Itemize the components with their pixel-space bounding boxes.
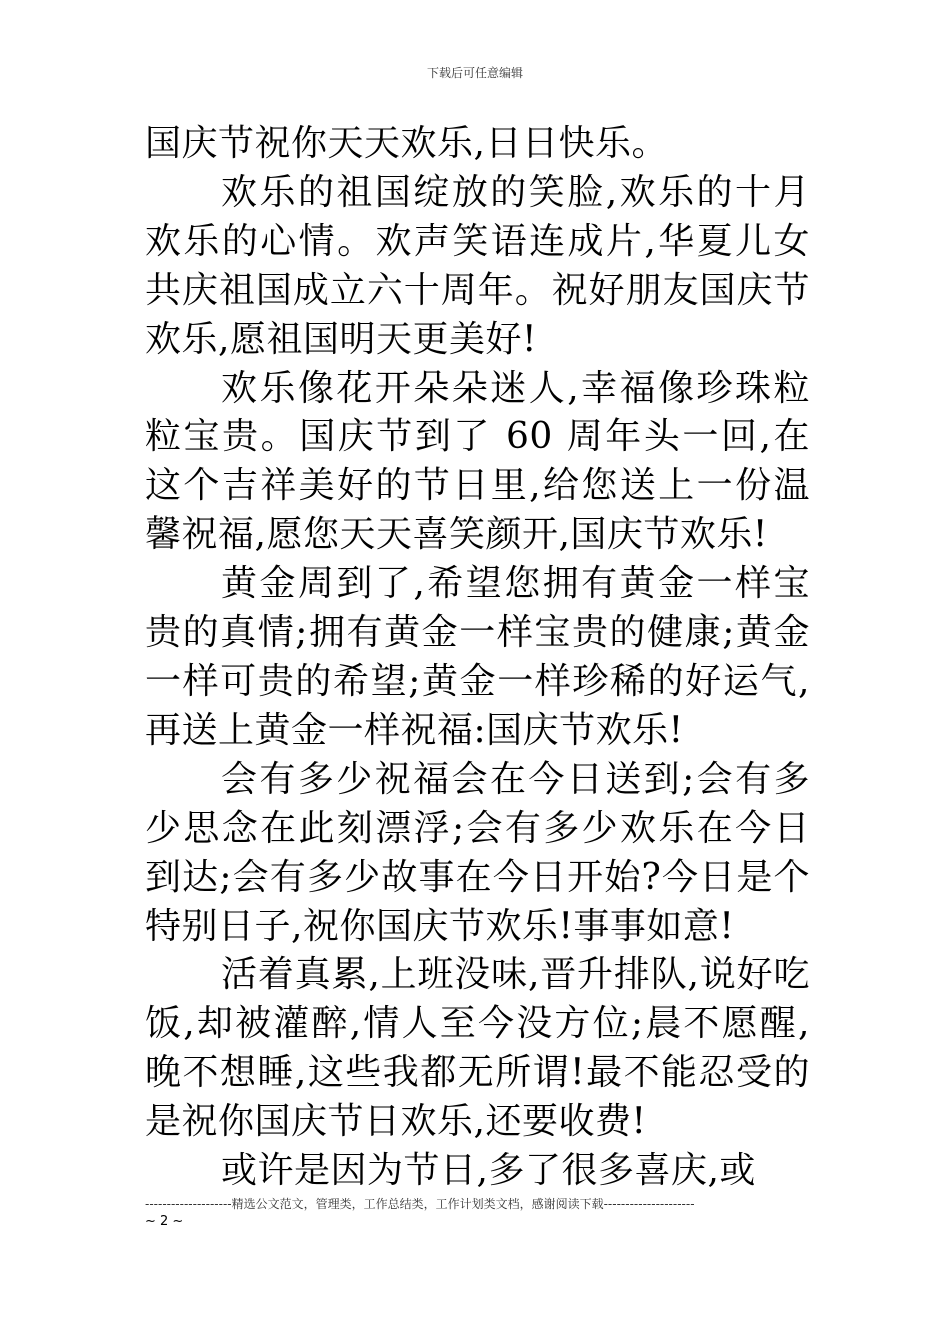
page-number: ~ 2 ~ [145,1214,184,1229]
document-body [145,120,810,1196]
paragraph: 黄金周到了,希望您拥有黄金一样宝贵的真情;拥有黄金一样宝贵的健康;黄金一样可贵的希望;黄金一样珍稀的好运气,再送上黄金一样祝福:国庆节欢乐! [145,563,810,751]
paragraph: 欢乐的祖国绽放的笑脸,欢乐的十月欢乐的心情。欢声笑语连成片,华夏儿女共庆祖国成立六十周年。祝好朋友国庆节欢乐,愿祖国明天更美好! [145,171,810,360]
paragraph: 活着真累,上班没味,晋升排队,说好吃饭,却被灌醉,情人至今没方位;晨不愿醒,晚不想睡,这些我都无所谓!最不能忍受的是祝你国庆节日欢乐,还要收费! [145,954,810,1143]
paragraph: 或许是因为节日,多了很多喜庆,或 [221,1150,756,1192]
page-footer: --------------------精选公文范文，管理类，工作总结类，工作计划类文档，感谢阅读下载--------------------- [145,1197,695,1211]
paragraph: 会有多少祝福会在今日送到;会有多少思念在此刻漂浮;会有多少欢乐在今日到达;会有多少故事在今日开始?今日是个特别日子,祝你国庆节欢乐!事事如意! [145,758,810,947]
paragraph-continuation: 国庆节祝你天天欢乐,日日快乐。 [145,123,668,164]
paragraph: 欢乐像花开朵朵迷人,幸福像珍珠粒粒宝贵。国庆节到了 60 周年头一回,在这个吉祥美好的节日里,给您送上一份温馨祝福,愿您天天喜笑颜开,国庆节欢乐! [145,367,810,556]
page-header: 下载后可任意编辑 [426,66,523,80]
